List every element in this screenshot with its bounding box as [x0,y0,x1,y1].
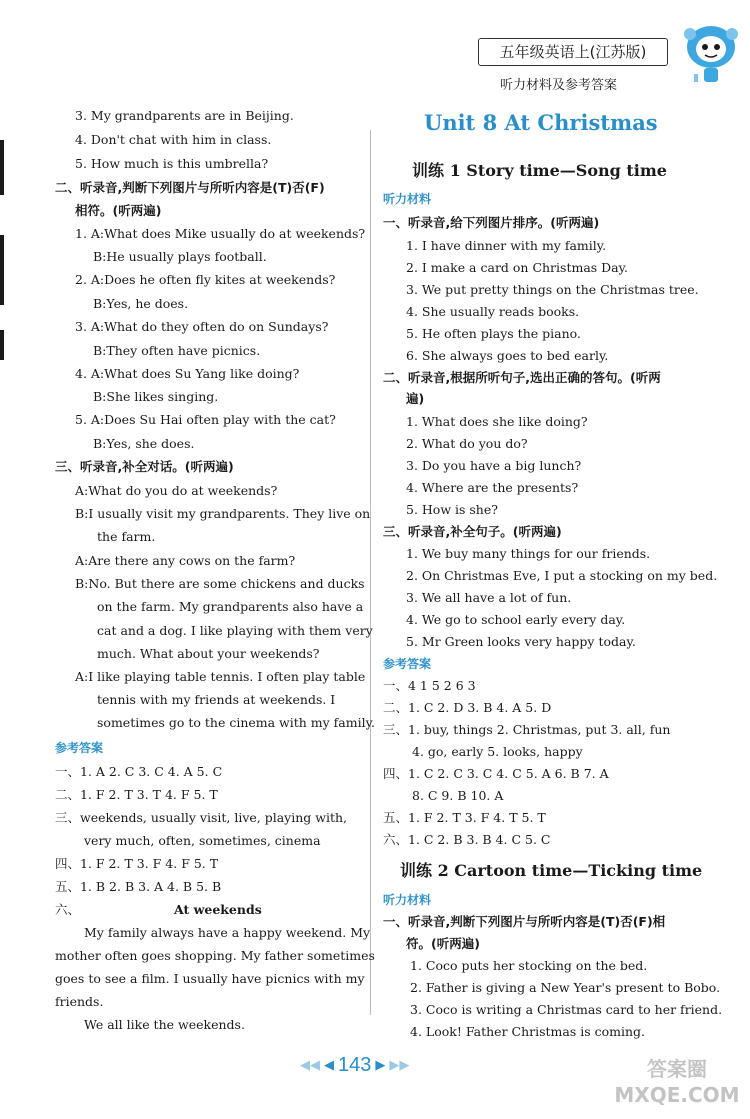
page-number: 143 [338,1054,372,1076]
left-line: the farm. [97,529,156,544]
right-line: 4. Look! Father Christmas is coming. [410,1024,646,1039]
right-line: 5. Mr Green looks very happy today. [406,634,636,649]
left-line: B:No. But there are some chickens and ducks [75,576,365,591]
answer-line: 4. go, early 5. looks, happy [412,744,583,759]
right-line: 4. Where are the presents? [406,480,579,495]
right-line: 4. She usually reads books. [406,304,580,319]
answer-line: 五、1. B 2. B 3. A 4. B 5. B [55,879,222,894]
essay-line: mother often goes shopping. My father sometimes [55,948,375,963]
section-heading-cont: 遍) [406,391,425,406]
binding-mark [0,235,4,305]
answers-heading: 参考答案 [383,657,432,671]
binding-mark [0,140,4,195]
right-line: 1. We buy many things for our friends. [406,546,651,561]
section-heading: 二、听录音,判断下列图片与所听内容是(T)否(F) [55,180,325,195]
right-line: 2. I make a card on Christmas Day. [406,260,629,275]
section-heading: 一、听录音,给下列图片排序。(听两遍) [383,215,600,230]
left-line: B:She likes singing. [93,389,219,404]
listening-heading: 听力材料 [383,893,432,907]
left-line: A:Are there any cows on the farm? [75,553,296,568]
section-heading: 三、听录音,补全句子。(听两遍) [383,524,562,539]
book-title: 五年级英语上(江苏版) [499,43,647,61]
mascot-icon [680,14,742,88]
answer-line: 二、1. F 2. T 3. T 4. F 5. T [55,787,218,802]
essay-line: friends. [55,994,104,1009]
arrow-left-icon: ◀◀ [300,1058,320,1073]
right-line: 4. We go to school early every day. [406,612,626,627]
left-line: B:Yes, she does. [93,436,195,451]
column-divider [370,130,371,1015]
left-line: 2. A:Does he often fly kites at weekends? [75,272,336,287]
left-line: cat and a dog. I like playing with them very [97,623,373,638]
answer-line: 五、1. F 2. T 3. F 4. T 5. T [383,810,546,825]
unit-title: Unit 8 At Christmas [424,110,658,135]
answer-line: 一、1. A 2. C 3. C 4. A 5. C [55,764,223,779]
answers-heading: 参考答案 [55,741,104,755]
arrow-left-icon: ◀ [324,1058,334,1073]
right-line: 3. We put pretty things on the Christmas tree. [406,282,699,297]
left-line: B:I usually visit my grandparents. They live on [75,506,371,521]
left-line: B:He usually plays football. [93,249,267,264]
binding-mark [0,330,4,360]
lesson-title: 训练 1 Story time—Song time [412,161,667,180]
left-line: tennis with my friends at weekends. I [97,692,336,707]
left-line: much. What about your weekends? [97,646,320,661]
section-heading: 二、听录音,根据所听句子,选出正确的答句。(听两 [383,370,661,385]
answer-line: 三、1. buy, things 2. Christmas, put 3. all, fun [383,722,671,737]
left-line: on the farm. My grandparents also have a [97,599,364,614]
essay-line: We all like the weekends. [84,1017,245,1032]
left-line: 3. A:What do they often do on Sundays? [75,319,329,334]
watermark-text: 答案圈 MXQE.COM [614,1057,740,1107]
essay-line: My family always have a happy weekend. My [84,925,371,940]
answer-line: 8. C 9. B 10. A [412,788,504,803]
section-heading: 一、听录音,判断下列图片与所听内容是(T)否(F)相 [383,914,666,929]
answer-line: 一、4 1 5 2 6 3 [383,678,476,693]
right-line: 3. Coco is writing a Christmas card to her friend. [410,1002,723,1017]
answer-line: 三、weekends, usually visit, live, playing with, [55,810,348,825]
left-line: B:They often have picnics. [93,343,261,358]
right-line: 2. What do you do? [406,436,528,451]
arrow-right-icon: ▶▶ [389,1058,410,1073]
answer-line: 六、1. C 2. B 3. B 4. C 5. C [383,832,551,847]
right-line: 1. Coco puts her stocking on the bed. [410,958,648,973]
left-line: sometimes go to the cinema with my family. [97,715,375,730]
right-line: 5. How is she? [406,502,498,517]
lesson-title: 训练 2 Cartoon time—Ticking time [400,861,703,880]
section-heading-cont: 符。(听两遍) [406,936,480,951]
essay-line: goes to see a film. I usually have picnics with my [55,971,365,986]
page-footer [300,1054,409,1077]
right-line: 3. Do you have a big lunch? [406,458,582,473]
left-line: A:I like playing table tennis. I often play table [75,669,366,684]
book-title-box [478,38,668,66]
answer-line: 四、1. C 2. C 3. C 4. C 5. A 6. B 7. A [383,766,609,781]
right-line: 1. I have dinner with my family. [406,238,607,253]
right-line: 6. She always goes to bed early. [406,348,609,363]
left-line: 1. A:What does Mike usually do at weekends? [75,226,366,241]
left-line: 5. A:Does Su Hai often play with the cat? [75,412,336,427]
left-line: 4. A:What does Su Yang like doing? [75,366,300,381]
left-line: A:What do you do at weekends? [75,483,278,498]
right-line: 2. On Christmas Eve, I put a stocking on my bed. [406,568,718,583]
listening-heading: 听力材料 [383,192,432,206]
header-subtitle: 听力材料及参考答案 [500,78,618,93]
left-line: 3. My grandparents are in Beijing. [75,108,294,123]
right-line: 1. What does she like doing? [406,414,588,429]
section-heading: 三、听录音,补全对话。(听两遍) [55,459,234,474]
answer-line: very much, often, sometimes, cinema [84,833,321,848]
answer-six-label: 六、 [55,902,81,917]
right-line: 5. He often plays the piano. [406,326,581,341]
left-line: 4. Don't chat with him in class. [75,132,272,147]
answer-line: 二、1. C 2. D 3. B 4. A 5. D [383,700,552,715]
essay-title: At weekends [174,902,262,917]
section-heading-cont: 相符。(听两遍) [75,203,162,218]
right-line: 2. Father is giving a New Year's present to Bobo. [410,980,721,995]
watermark-logo [612,1056,742,1112]
right-line: 3. We all have a lot of fun. [406,590,572,605]
left-line: B:Yes, he does. [93,296,189,311]
answer-line: 四、1. F 2. T 3. F 4. F 5. T [55,856,219,871]
arrow-right-icon: ▶ [375,1058,386,1073]
left-line: 5. How much is this umbrella? [75,156,269,171]
